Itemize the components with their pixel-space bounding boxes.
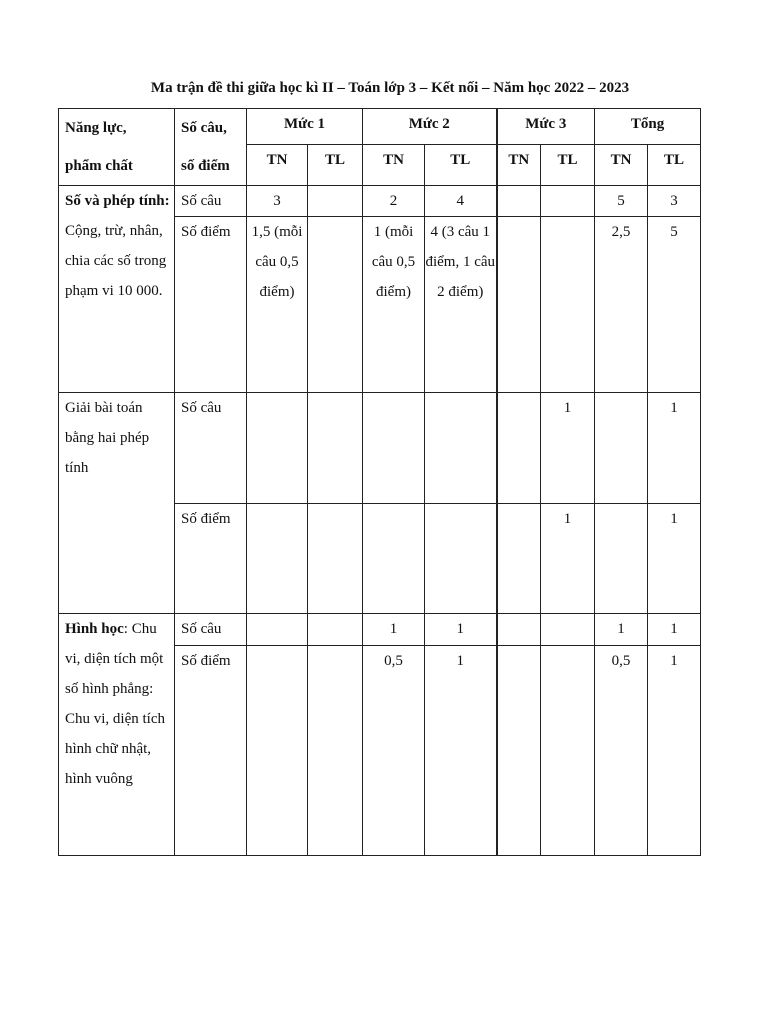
- cell: 3: [247, 186, 308, 217]
- cell: [595, 393, 648, 504]
- cell: 1: [648, 504, 701, 614]
- row-label: Số câu: [175, 186, 247, 217]
- cell: 5: [648, 217, 701, 393]
- header-col1-line2: phẩm chất: [65, 158, 133, 174]
- cell: [247, 504, 308, 614]
- cell: 2: [363, 186, 425, 217]
- cell: [541, 614, 595, 646]
- cell: 0,5: [595, 646, 648, 856]
- row-label: Số câu: [175, 614, 247, 646]
- cell: 1: [595, 614, 648, 646]
- cell: [363, 504, 425, 614]
- cell: 4: [425, 186, 497, 217]
- cell: [541, 217, 595, 393]
- row-label: Số điểm: [175, 646, 247, 856]
- cell: [497, 646, 541, 856]
- document-title: Ma trận đề thi giữa học kì II – Toán lớp 3 – Kết nối – Năm học 2022 – 2023: [150, 80, 630, 96]
- cell: 0,5: [363, 646, 425, 856]
- cell: [308, 217, 363, 393]
- cell: [425, 393, 497, 504]
- group-title: Hình học: [65, 621, 124, 637]
- row-label: Số câu: [175, 393, 247, 504]
- group-desc: Cộng, trừ, nhân, chia các số trong phạm vi 10 000.: [65, 223, 167, 299]
- group-title: Số và phép: [65, 193, 136, 209]
- header-tl: TL: [648, 144, 701, 185]
- header-row-1: [59, 109, 701, 145]
- cell: 1: [648, 646, 701, 856]
- header-muc-1: Mức 1: [247, 109, 363, 145]
- header-muc-2: Mức 2: [363, 109, 497, 145]
- cell: [247, 614, 308, 646]
- table-row: [59, 186, 701, 217]
- header-tn: TN: [595, 144, 648, 185]
- cell: 1: [425, 646, 497, 856]
- cell: [497, 504, 541, 614]
- cell: 5: [595, 186, 648, 217]
- cell: 1: [363, 614, 425, 646]
- group-desc: : Chu vi, diện tích một số hình phẳng: Chu vi, diện tích hình chữ nhật, hình vuông: [65, 621, 165, 787]
- exam-matrix-table: [58, 108, 701, 856]
- cell: 1: [541, 393, 595, 504]
- cell: [247, 393, 308, 504]
- cell: [308, 504, 363, 614]
- cell: 3: [648, 186, 701, 217]
- header-tn: TN: [497, 144, 541, 185]
- cell: [497, 217, 541, 393]
- cell: [425, 504, 497, 614]
- group-so-va-phep-tinh: [59, 186, 175, 393]
- cell: [497, 393, 541, 504]
- group-title: tính:: [138, 193, 170, 209]
- group-hinh-hoc: [59, 614, 175, 856]
- header-muc-3: Mức 3: [497, 109, 595, 145]
- header-tong: Tổng: [595, 109, 701, 145]
- header-col2-line1: Số câu,: [181, 120, 227, 136]
- cell: [308, 646, 363, 856]
- header-tl: TL: [308, 144, 363, 185]
- header-tn: TN: [247, 144, 308, 185]
- cell: 1: [425, 614, 497, 646]
- header-col2-line2: số điểm: [181, 158, 230, 174]
- table-row: [59, 614, 701, 646]
- cell: [308, 186, 363, 217]
- cell: [497, 186, 541, 217]
- cell: 2,5: [595, 217, 648, 393]
- table-row: [59, 393, 701, 504]
- group-giai-bai-toan: Giải bài toán bằng hai phép tính: [59, 393, 175, 614]
- cell: [308, 393, 363, 504]
- cell: 1: [648, 614, 701, 646]
- header-tn: TN: [363, 144, 425, 185]
- cell: [247, 646, 308, 856]
- header-tl: TL: [541, 144, 595, 185]
- header-tl: TL: [425, 144, 497, 185]
- cell: [308, 614, 363, 646]
- cell: 4 (3 câu 1 điểm, 1 câu 2 điểm): [425, 217, 497, 393]
- row-label: Số điểm: [175, 504, 247, 614]
- cell: [497, 614, 541, 646]
- header-nang-luc: [59, 109, 175, 186]
- cell: 1: [541, 504, 595, 614]
- header-col1-line1: Năng lực,: [65, 120, 127, 136]
- cell: 1: [648, 393, 701, 504]
- row-label: Số điểm: [175, 217, 247, 393]
- cell: [541, 186, 595, 217]
- cell: 1,5 (mỗi câu 0,5 điểm): [247, 217, 308, 393]
- cell: [363, 393, 425, 504]
- cell: [595, 504, 648, 614]
- cell: [541, 646, 595, 856]
- header-so-cau: [175, 109, 247, 186]
- cell: 1 (mỗi câu 0,5 điểm): [363, 217, 425, 393]
